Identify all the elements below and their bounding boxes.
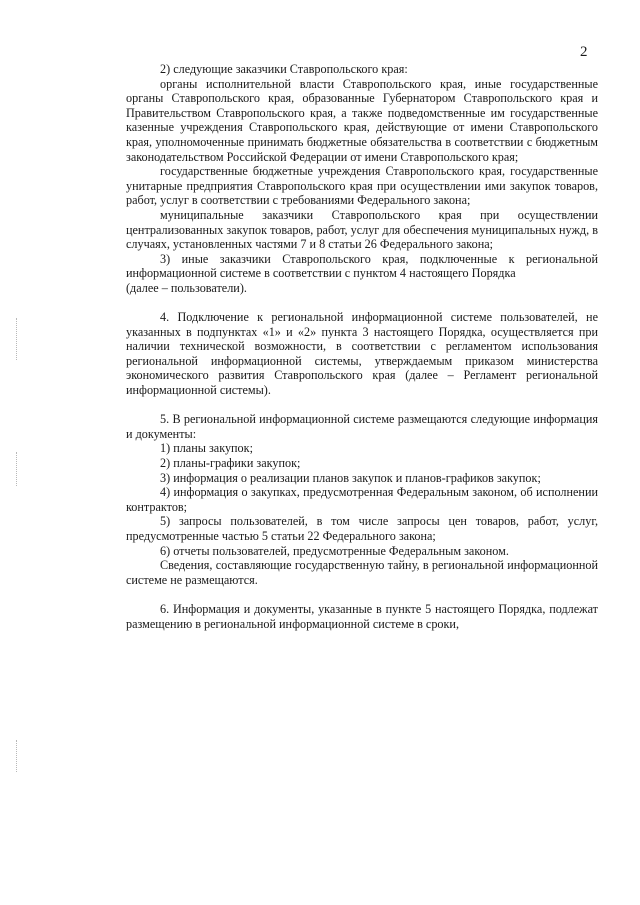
paragraph-users-definition: (далее – пользователи). <box>126 280 247 295</box>
paragraph-section-5: 5. В региональной информационной системе размещаются следующие информация и документы: <box>126 412 598 441</box>
list-item-user-requests: 5) запросы пользователей, в том числе запросы цен товаров, работ, услуг, предусмотренные частью 5 статьи 22 Федерального закона; <box>126 514 598 543</box>
paragraph-gap <box>126 398 598 413</box>
list-item-implementation-info: 3) информация о реализации планов закупок и планов-графиков закупок; <box>160 470 541 485</box>
paragraph-budget-institutions: государственные бюджетные учреждения Ставропольского края, государственные унитарные предприятия Ставропольского края при осуществлении ими закупок товаров, работ, услуг в соответствии с требованиями Федерального закона; <box>126 164 598 208</box>
list-item-procurement-info: 4) информация о закупках, предусмотренная Федеральным законом, об исполнении контрактов; <box>126 485 598 514</box>
document-body <box>126 62 598 631</box>
list-item-plans: 1) планы закупок; <box>160 441 253 456</box>
paragraph-state-secret: Сведения, составляющие государственную тайну, в региональной информационной системе не размещаются. <box>126 558 598 587</box>
paragraph-gap <box>126 587 598 602</box>
margin-mark-top <box>16 318 18 360</box>
paragraph-gap <box>126 296 598 311</box>
list-item-user-reports: 6) отчеты пользователей, предусмотренные Федеральным законом. <box>160 543 509 558</box>
list-item-schedules: 2) планы-графики закупок; <box>160 456 301 471</box>
page-number: 2 <box>580 44 588 60</box>
paragraph-other-customers: 3) иные заказчики Ставропольского края, подключенные к региональной информационной системе в соответствии с пунктом 4 настоящего Порядка <box>126 251 598 281</box>
paragraph-customers-heading: 2) следующие заказчики Ставропольского края: <box>160 62 408 76</box>
margin-mark-middle <box>16 452 18 486</box>
paragraph-executive-bodies: органы исполнительной власти Ставропольского края, иные государственные органы Ставропольского края, образованные Губернатором Ставропольского края и Правительством Ставропольского края, а также подведомственные им государственные казенные учреждения Ставропольского края, действующие от имени Ставропольского края, уполномоченные принимать бюджетные обязательства в соответствии с бюджетным законодательством Российской Федерации от имени Ставропольского края; <box>126 76 598 164</box>
margin-mark-bottom <box>16 740 18 772</box>
paragraph-section-4: 4. Подключение к региональной информационной системе пользователей, не указанных в подпунктах «1» и «2» пункта 3 настоящего Порядка, осуществляется при наличии технической возможности, в соответствии с регламентом использования региональной информационной системы, утверждаемым приказом министерства экономического развития Ставропольского края (далее – Регламент региональной информационной системы). <box>126 310 598 398</box>
paragraph-section-6: 6. Информация и документы, указанные в пункте 5 настоящего Порядка, подлежат размещению в региональной информационной системе в сроки, <box>126 601 598 631</box>
paragraph-municipal-customers: муниципальные заказчики Ставропольского края при осуществлении централизованных закупок товаров, работ, услуг для обеспечения муниципальных нужд, в случаях, установленных частями 7 и 8 статьи 26 Федерального закона; <box>126 207 598 252</box>
